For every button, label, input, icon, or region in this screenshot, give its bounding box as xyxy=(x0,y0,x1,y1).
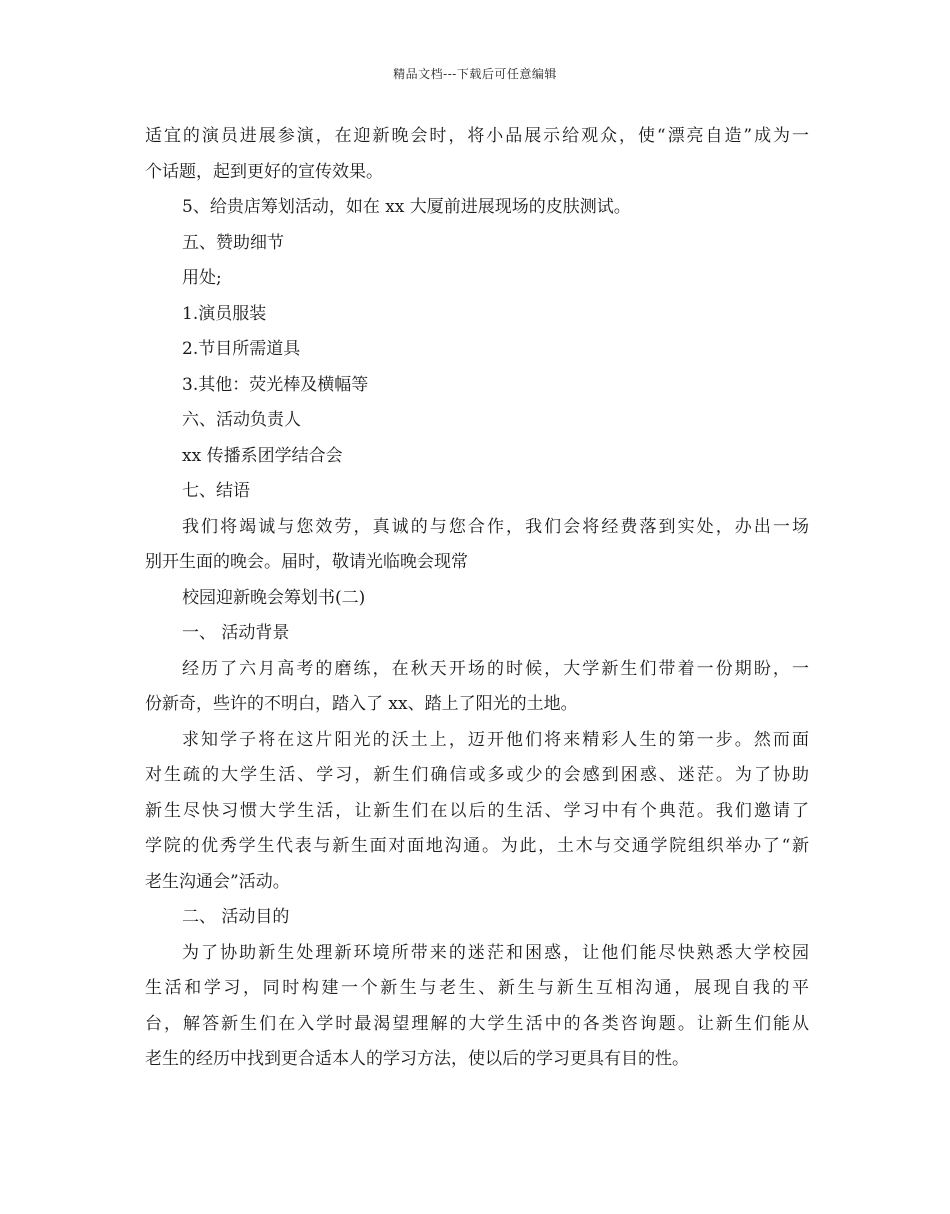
text-line: 一、 活动背景 xyxy=(182,623,290,643)
text-line: 二、 活动目的 xyxy=(182,907,290,927)
page-header: 精品文档---下载后可任意编辑 xyxy=(393,67,557,81)
text-line: 适宜的演员进展参演，在迎新晚会时，将小品展示给观众，使“漂亮自造”成为一 xyxy=(145,126,809,146)
text-line: 七、结语 xyxy=(182,481,250,501)
document-body xyxy=(145,119,809,1078)
text-line: 生活和学习，同时构建一个新生与老生、新生与新生互相沟通，展现自我的平 xyxy=(145,978,809,998)
text-line: 老生沟通会”活动。 xyxy=(145,871,290,892)
text-line: 老生的经历中找到更合适本人的学习方法，使以后的学习更具有目的性。 xyxy=(145,1049,689,1069)
text-line: 别开生面的晚会。届时，敬请光临晚会现常 xyxy=(145,552,468,572)
text-line: 求知学子将在这片阳光的沃土上，迈开他们将来精彩人生的第一步。然而面 xyxy=(182,729,809,750)
text-line: 校园迎新晚会筹划书(二) xyxy=(182,587,366,608)
text-line: 5、给贵店筹划活动，如在 xx 大厦前进展现场的皮肤测试。 xyxy=(182,197,631,217)
text-line: 份新奇，些许的不明白，踏入了 xx、踏上了阳光的土地。 xyxy=(145,694,578,714)
text-line: 学院的优秀学生代表与新生面对面地沟通。为此，土木与交通学院组织举办了“新 xyxy=(145,836,809,856)
text-line: xx 传播系团学结合会 xyxy=(182,445,343,466)
text-line: 用处; xyxy=(182,268,222,288)
text-line: 对生疏的大学生活、学习，新生们确信或多或少的会感到困惑、迷茫。为了协助 xyxy=(145,765,809,785)
text-line: 新生尽快习惯大学生活，让新生们在以后的生活、学习中有个典范。我们邀请了 xyxy=(145,800,809,821)
text-line: 经历了六月高考的磨练，在秋天开场的时候，大学新生们带着一份期盼，一 xyxy=(182,658,809,679)
text-line: 台，解答新生们在入学时最渴望理解的大学生活中的各类咨询题。让新生们能从 xyxy=(145,1013,809,1034)
text-line: 个话题，起到更好的宣传效果。 xyxy=(145,161,383,182)
text-line: 2.节目所需道具 xyxy=(182,339,301,359)
text-line: 我们将竭诚与您效劳，真诚的与您合作，我们会将经费落到实处，办出一场 xyxy=(182,516,809,537)
text-line: 六、活动负责人 xyxy=(182,410,301,430)
text-line: 1.演员服装 xyxy=(182,303,267,324)
text-line: 为了协助新生处理新环境所带来的迷茫和困惑，让他们能尽快熟悉大学校园 xyxy=(182,942,809,963)
text-line: 3.其他：荧光棒及横幅等 xyxy=(182,374,369,395)
text-line: 五、赞助细节 xyxy=(182,232,284,253)
